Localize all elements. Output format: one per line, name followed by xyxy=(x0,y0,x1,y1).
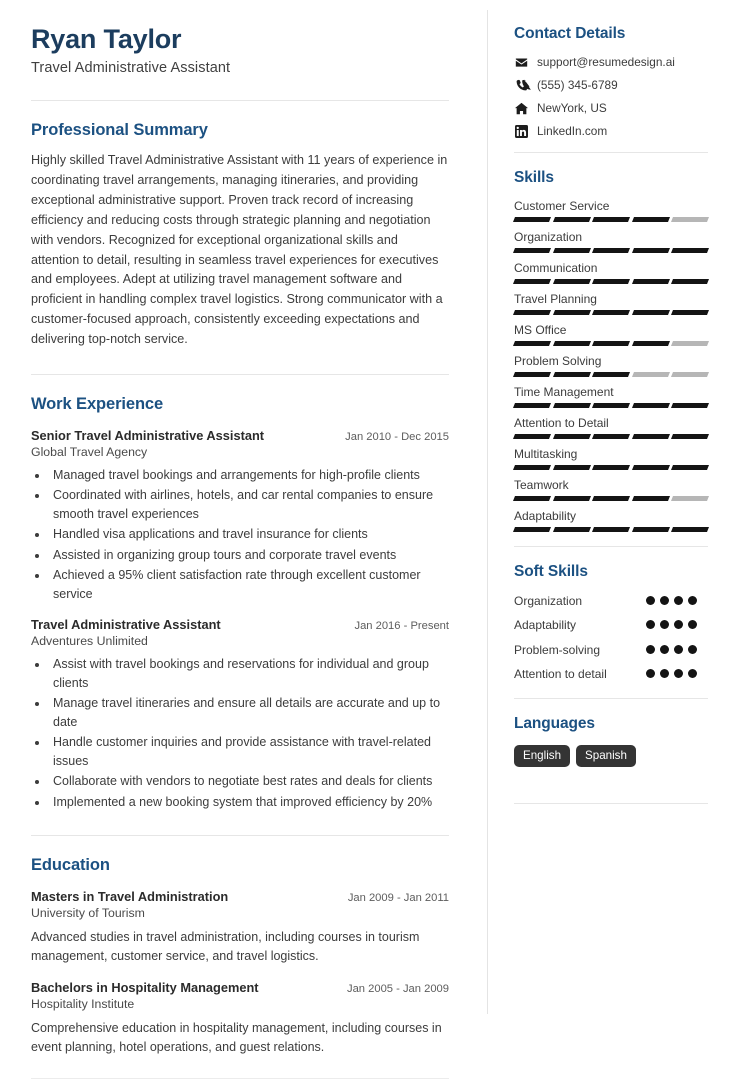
skill-label: Attention to Detail xyxy=(514,416,609,430)
work-bullet: • Assist with travel bookings and reservations for individual and group clients xyxy=(49,655,449,692)
skill-item xyxy=(514,447,708,470)
linkedin-icon xyxy=(514,124,528,138)
work-entry xyxy=(31,617,449,811)
work-bullet: • Manage travel itineraries and ensure all details are accurate and up to date xyxy=(49,694,449,731)
education-date-range: Jan 2009 - Jan 2011 xyxy=(347,892,449,905)
education-entry xyxy=(31,889,449,966)
work-job-title: Travel Administrative Assistant xyxy=(31,617,221,633)
work-bullet-list xyxy=(49,655,449,811)
skill-level-bar xyxy=(514,496,708,501)
soft-skills-divider xyxy=(514,698,708,699)
skill-label: MS Office xyxy=(514,323,567,337)
candidate-name: Ryan Taylor xyxy=(31,24,182,54)
section-heading-education: Education xyxy=(31,856,110,875)
contact-item-location[interactable] xyxy=(514,101,708,115)
soft-skill-item xyxy=(514,593,708,610)
skill-level-bar xyxy=(514,248,708,253)
phone-icon xyxy=(514,78,528,92)
envelope-icon xyxy=(514,55,528,69)
contact-linkedin-value: LinkedIn.com xyxy=(537,124,608,138)
education-institution: University of Tourism xyxy=(31,906,145,921)
soft-skill-label: Organization xyxy=(514,594,583,608)
work-job-title: Senior Travel Administrative Assistant xyxy=(31,427,265,443)
education-entry-header xyxy=(31,889,449,904)
soft-skill-label: Problem-solving xyxy=(514,642,601,657)
skills-divider xyxy=(514,546,708,547)
candidate-job-title: Travel Administrative Assistant xyxy=(31,60,231,77)
skill-label: Adaptability xyxy=(514,509,577,523)
skill-level-bar xyxy=(514,403,708,408)
skill-item xyxy=(514,354,708,377)
soft-skill-item xyxy=(514,642,708,659)
contact-item-linkedin[interactable] xyxy=(514,124,708,138)
section-soft-skills xyxy=(514,563,708,684)
skill-item xyxy=(514,478,708,501)
home-icon xyxy=(514,101,528,115)
sidebar-column xyxy=(488,0,730,1024)
education-description: Comprehensive education in hospitality management, including courses in event planning, hotel operations, and guest relations. xyxy=(31,1020,442,1054)
skill-label: Communication xyxy=(514,261,598,275)
skill-label: Travel Planning xyxy=(514,292,597,306)
skill-item xyxy=(514,509,708,532)
skill-label: Customer Service xyxy=(514,199,610,213)
summary-text: Highly skilled Travel Administrative Assistant with 11 years of experience in coordinating travel arrangements, managing itineraries, and providing exceptional administrative support. Proven track record of increasing efficiency and reducing costs through strategic planning and negotiation with vendors. Recognized for exceptional organizational skills and attention to detail, resulting in seamless travel experiences for executives and employees. Adept at utilizing travel management software and proficient in handling complex travel logistics. Strong communicator with a customer-focused approach, consistently exceeding expectations and delivering top-notch service. xyxy=(31,153,448,347)
contact-divider xyxy=(514,152,708,153)
education-institution: Hospitality Institute xyxy=(31,996,135,1011)
language-chip: Spanish xyxy=(576,745,636,768)
work-company: Adventures Unlimited xyxy=(31,634,148,649)
skill-level-bar xyxy=(514,465,708,470)
soft-skill-item xyxy=(514,617,708,634)
section-heading-work: Work Experience xyxy=(31,394,164,413)
work-bullet: • Assisted in organizing group tours and corporate travel events xyxy=(49,546,449,565)
section-heading-summary: Professional Summary xyxy=(31,121,208,140)
soft-skill-dots xyxy=(646,666,708,678)
language-chip-list xyxy=(514,745,708,768)
work-entry-header xyxy=(31,617,449,632)
soft-skill-dots xyxy=(646,593,708,605)
skill-level-bar xyxy=(514,279,708,284)
education-degree: Masters in Travel Administration xyxy=(31,889,229,905)
section-languages xyxy=(514,715,708,768)
header-divider xyxy=(31,100,449,101)
soft-skill-dots xyxy=(646,642,708,654)
languages-divider xyxy=(514,803,708,804)
education-degree: Bachelors in Hospitality Management xyxy=(31,979,259,995)
section-heading-languages: Languages xyxy=(514,714,595,732)
contact-email-value: support@resumedesign.ai xyxy=(537,55,675,69)
skill-label: Teamwork xyxy=(514,478,569,492)
soft-skill-label: Adaptability xyxy=(514,618,577,633)
resume-header xyxy=(31,24,449,76)
contact-item-phone[interactable] xyxy=(514,78,708,92)
work-entry-header xyxy=(31,428,449,443)
section-education xyxy=(31,856,449,1056)
section-professional-summary xyxy=(31,121,449,350)
soft-skill-item xyxy=(514,666,708,683)
contact-phone-value: (555) 345-6789 xyxy=(537,78,618,92)
section-skills xyxy=(514,169,708,532)
skill-level-bar xyxy=(514,434,708,439)
skill-level-bar xyxy=(514,217,708,222)
skill-level-bar xyxy=(514,527,708,532)
skill-item xyxy=(514,292,708,315)
skill-item xyxy=(514,261,708,284)
skill-label: Organization xyxy=(514,230,583,244)
contact-list xyxy=(514,55,708,138)
work-company: Global Travel Agency xyxy=(31,444,148,459)
section-heading-soft-skills: Soft Skills xyxy=(514,563,588,580)
skill-item xyxy=(514,199,708,222)
work-bullet: • Managed travel bookings and arrangements for high-profile clients xyxy=(49,466,449,485)
summary-divider xyxy=(31,374,449,375)
skill-label: Multitasking xyxy=(514,447,578,461)
work-date-range: Jan 2016 - Present xyxy=(354,620,449,633)
skill-item xyxy=(514,323,708,346)
work-bullet: • Handled visa applications and travel insurance for clients xyxy=(49,525,449,544)
work-bullet: • Coordinated with airlines, hotels, and car rental companies to ensure smooth travel experiences xyxy=(49,486,449,523)
skill-level-bar xyxy=(514,310,708,315)
work-divider xyxy=(31,835,449,836)
work-bullet: • Implemented a new booking system that improved efficiency by 20% xyxy=(49,793,449,812)
section-work-experience xyxy=(31,395,449,812)
work-bullet-list xyxy=(49,466,449,604)
skill-item xyxy=(514,385,708,408)
skill-item xyxy=(514,230,708,253)
soft-skill-dots xyxy=(646,617,708,629)
section-contact-details xyxy=(514,25,708,138)
skill-item xyxy=(514,416,708,439)
education-entry-header xyxy=(31,980,449,995)
work-bullet: • Collaborate with vendors to negotiate best rates and deals for clients xyxy=(49,772,449,791)
section-heading-contact: Contact Details xyxy=(514,25,626,42)
section-heading-skills: Skills xyxy=(514,169,554,186)
work-bullet: • Handle customer inquiries and provide assistance with travel-related issues xyxy=(49,733,449,770)
work-date-range: Jan 2010 - Dec 2015 xyxy=(345,430,449,443)
contact-item-email[interactable] xyxy=(514,55,708,69)
skill-level-bar xyxy=(514,341,708,346)
work-bullet: • Achieved a 95% client satisfaction rate through excellent customer service xyxy=(49,566,449,603)
skill-label: Time Management xyxy=(514,385,614,399)
contact-location-value: NewYork, US xyxy=(537,101,607,115)
skill-label: Problem Solving xyxy=(514,354,602,368)
work-entry xyxy=(31,428,449,604)
language-chip: English xyxy=(514,745,570,768)
soft-skill-label: Attention to detail xyxy=(514,667,607,682)
education-description: Advanced studies in travel administration, including courses in tourism management, customer service, and travel logistics. xyxy=(31,930,420,964)
education-date-range: Jan 2005 - Jan 2009 xyxy=(346,982,449,995)
education-entry xyxy=(31,980,449,1057)
skill-level-bar xyxy=(514,372,708,377)
